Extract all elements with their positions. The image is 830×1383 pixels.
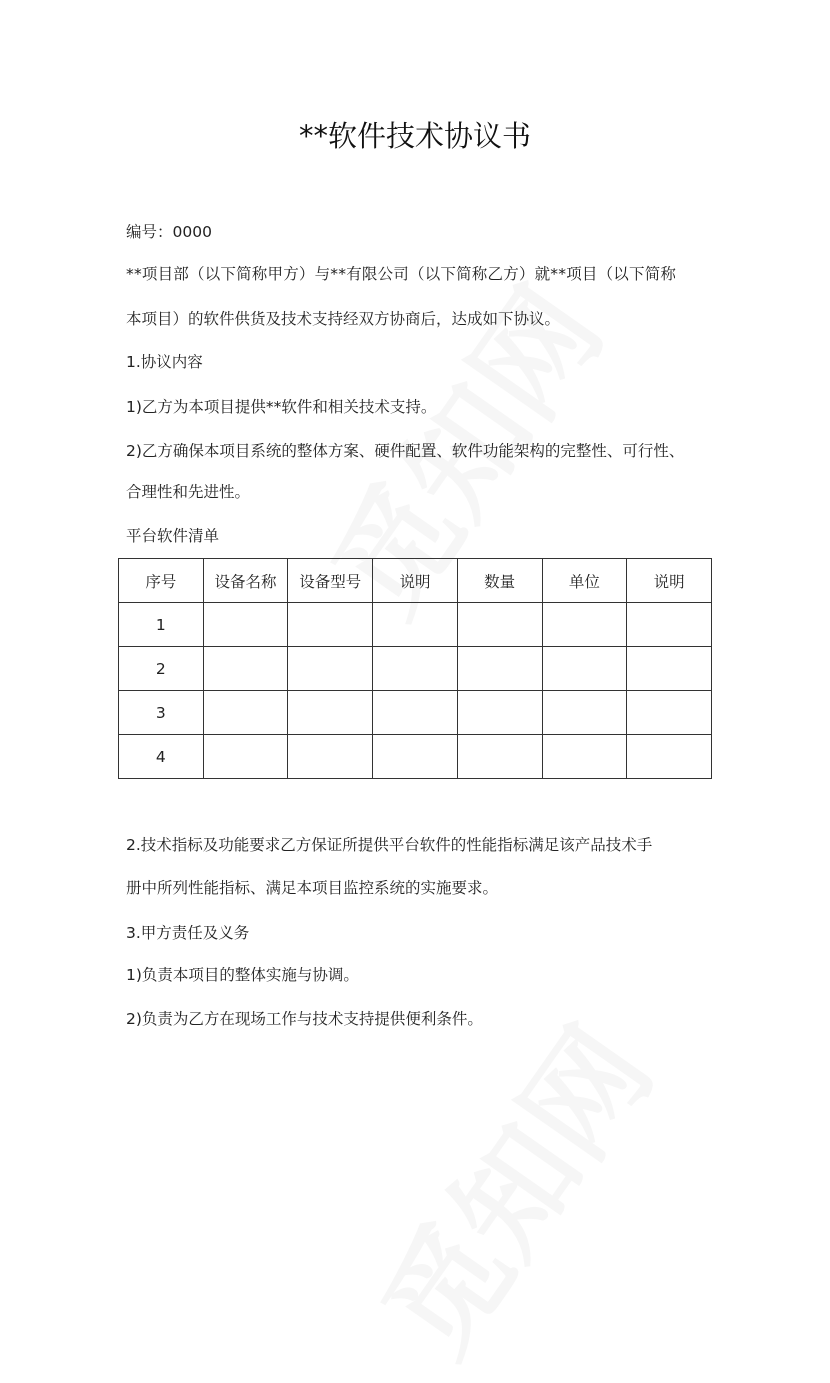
document-number: 编号：0000	[126, 223, 212, 241]
section-item: 合理性和先进性。	[126, 483, 251, 501]
column-header: 序号	[119, 559, 204, 603]
table-caption: 平台软件清单	[126, 527, 220, 545]
section-heading: 2.技术指标及功能要求乙方保证所提供平台软件的性能指标满足该产品技术手	[126, 836, 653, 854]
column-header: 设备名称	[203, 559, 288, 603]
column-header: 数量	[457, 559, 542, 603]
section-text: 册中所列性能指标、满足本项目监控系统的实施要求。	[126, 879, 499, 897]
column-header: 说明	[373, 559, 458, 603]
software-list-table	[118, 558, 712, 779]
row-number: 2	[119, 647, 204, 691]
section-item: 1)乙方为本项目提供**软件和相关技术支持。	[126, 398, 437, 416]
section-heading: 1.协议内容	[126, 353, 203, 371]
table-row	[119, 647, 712, 691]
column-header: 说明	[627, 559, 712, 603]
section-item: 2)负责为乙方在现场工作与技术支持提供便利条件。	[126, 1010, 483, 1028]
intro-line: 本项目）的软件供货及技术支持经双方协商后，达成如下协议。	[126, 310, 561, 328]
column-header: 单位	[542, 559, 627, 603]
section-item: 1)负责本项目的整体实施与协调。	[126, 966, 359, 984]
table-row	[119, 691, 712, 735]
table-row	[119, 603, 712, 647]
intro-line: **项目部（以下简称甲方）与**有限公司（以下简称乙方）就**项目（以下简称	[126, 265, 677, 283]
column-header: 设备型号	[288, 559, 373, 603]
row-number: 4	[119, 735, 204, 779]
table-header-row	[119, 559, 712, 603]
section-item: 2)乙方确保本项目系统的整体方案、硬件配置、软件功能架构的完整性、可行性、	[126, 442, 685, 460]
table-row	[119, 735, 712, 779]
document-title: **软件技术协议书	[298, 119, 531, 153]
row-number: 1	[119, 603, 204, 647]
row-number: 3	[119, 691, 204, 735]
section-heading: 3.甲方责任及义务	[126, 924, 250, 942]
watermark	[336, 989, 683, 1383]
